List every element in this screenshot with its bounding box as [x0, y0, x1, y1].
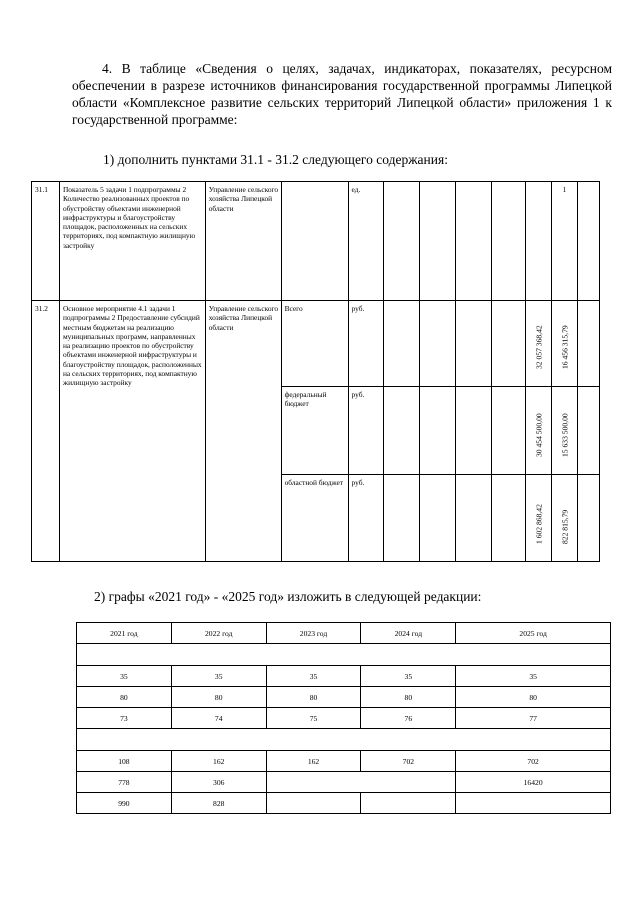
amount-value: 1 602 868,42 — [533, 503, 543, 544]
amount-cell — [526, 387, 552, 475]
table-header-row — [77, 623, 611, 644]
intro-paragraph — [72, 60, 612, 128]
table-row — [77, 708, 611, 729]
table-row — [77, 687, 611, 708]
table-cell: 74 — [171, 708, 266, 729]
table-cell: 80 — [171, 687, 266, 708]
empty-cell — [492, 301, 526, 387]
activity-name: Основное мероприятие 4.1 задачи 1 подпрограммы 2 Предоставление субсидий местным бюджетам на реализацию муниципальных программ, направленных на реализацию проектов по обустройству объектами инженерной инфраструктуры и благоустройству площадок, расположенных на сельских территориях, под компактную жилищную застройку — [59, 301, 205, 562]
empty-cell — [577, 182, 599, 301]
table-cell: 702 — [361, 751, 456, 772]
unit: руб. — [348, 475, 384, 562]
empty-cell — [577, 301, 599, 387]
table-cell — [266, 793, 361, 814]
table-row — [32, 301, 600, 387]
table-cell: 828 — [171, 793, 266, 814]
table-cell: 306 — [171, 772, 266, 793]
table-row — [77, 751, 611, 772]
table-row — [77, 666, 611, 687]
executor: Управление сельского хозяйства Липецкой области — [205, 301, 281, 562]
table-cell: 77 — [456, 708, 611, 729]
amount-cell — [552, 301, 578, 387]
amount-value: 15 633 500,00 — [559, 413, 569, 457]
table-cell: 702 — [456, 751, 611, 772]
item-2-heading: 2) графы «2021 год» - «2025 год» изложить в следующей редакции: — [94, 589, 482, 604]
table-cell: 76 — [361, 708, 456, 729]
table-cell: 35 — [361, 666, 456, 687]
empty-cell — [456, 182, 492, 301]
table-cell — [361, 793, 456, 814]
table-row — [77, 793, 611, 814]
column-header: 2021 год — [77, 623, 172, 644]
empty-cell — [492, 182, 526, 301]
executor: Управление сельского хозяйства Липецкой области — [205, 182, 281, 301]
years-table — [76, 622, 611, 814]
indicator-name: Показатель 5 задачи 1 подпрограммы 2 Количество реализованных проектов по обустройству объектами инженерной инфраструктуры и благоустройству площадок, расположенных на сельских территориях, под компактную жилищную застройку — [59, 182, 205, 301]
unit: руб. — [348, 387, 384, 475]
table-cell — [266, 772, 456, 793]
table-cell: 990 — [77, 793, 172, 814]
table-cell: 108 — [77, 751, 172, 772]
intro-paragraph-text: 4. В таблице «Сведения о целях, задачах, индикаторах, показателях, ресурсном обеспечении в разрезе источников финансирования государственной программы Липецкой области «Комплексное развитие сельских территорий Липецкой области» приложения 1 к государственной программе: — [72, 61, 612, 127]
table-cell: 73 — [77, 708, 172, 729]
table-cell: 80 — [266, 687, 361, 708]
empty-cell — [281, 182, 348, 301]
empty-cell — [77, 644, 611, 666]
amount-cell — [552, 475, 578, 562]
table-row-empty — [77, 644, 611, 666]
column-header: 2023 год — [266, 623, 361, 644]
row-number: 31.2 — [32, 301, 60, 562]
table-cell: 80 — [361, 687, 456, 708]
empty-cell — [384, 475, 420, 562]
empty-cell — [492, 475, 526, 562]
table-row — [32, 182, 600, 301]
amount-cell — [526, 475, 552, 562]
empty-cell — [456, 475, 492, 562]
empty-cell — [577, 475, 599, 562]
empty-cell — [420, 475, 456, 562]
table-cell: 75 — [266, 708, 361, 729]
amount-cell — [552, 387, 578, 475]
column-header: 2022 год — [171, 623, 266, 644]
table-cell: 35 — [456, 666, 611, 687]
empty-cell — [420, 387, 456, 475]
amount-cell — [526, 301, 552, 387]
empty-cell — [420, 301, 456, 387]
table-cell — [456, 793, 611, 814]
empty-cell — [456, 301, 492, 387]
column-header: 2025 год — [456, 623, 611, 644]
row-number: 31.1 — [32, 182, 60, 301]
table-cell: 80 — [456, 687, 611, 708]
table-cell: 162 — [171, 751, 266, 772]
indicator-value: 1 — [552, 182, 578, 301]
table-row — [77, 772, 611, 793]
empty-cell — [526, 182, 552, 301]
empty-cell — [577, 387, 599, 475]
unit: ед. — [348, 182, 384, 301]
table-cell: 35 — [77, 666, 172, 687]
empty-cell — [77, 729, 611, 751]
table-cell: 162 — [266, 751, 361, 772]
table-cell: 35 — [171, 666, 266, 687]
amount-value: 822 815,79 — [559, 509, 569, 544]
funding-source: областной бюджет — [281, 475, 348, 562]
funding-source: федеральный бюджет — [281, 387, 348, 475]
column-header: 2024 год — [361, 623, 456, 644]
item-1-heading: 1) дополнить пунктами 31.1 - 31.2 следующего содержания: — [103, 152, 448, 167]
empty-cell — [384, 182, 420, 301]
funding-source: Всего — [281, 301, 348, 387]
table-cell: 16420 — [456, 772, 611, 793]
table-cell: 35 — [266, 666, 361, 687]
empty-cell — [420, 182, 456, 301]
empty-cell — [456, 387, 492, 475]
empty-cell — [384, 301, 420, 387]
unit: руб. — [348, 301, 384, 387]
amount-value: 16 456 315,79 — [559, 325, 569, 369]
indicators-table — [31, 181, 600, 562]
amount-value: 30 454 500,00 — [533, 413, 543, 457]
empty-cell — [384, 387, 420, 475]
amount-value: 32 057 368,42 — [533, 325, 543, 369]
table-cell: 778 — [77, 772, 172, 793]
table-cell: 80 — [77, 687, 172, 708]
empty-cell — [492, 387, 526, 475]
table-row-empty — [77, 729, 611, 751]
